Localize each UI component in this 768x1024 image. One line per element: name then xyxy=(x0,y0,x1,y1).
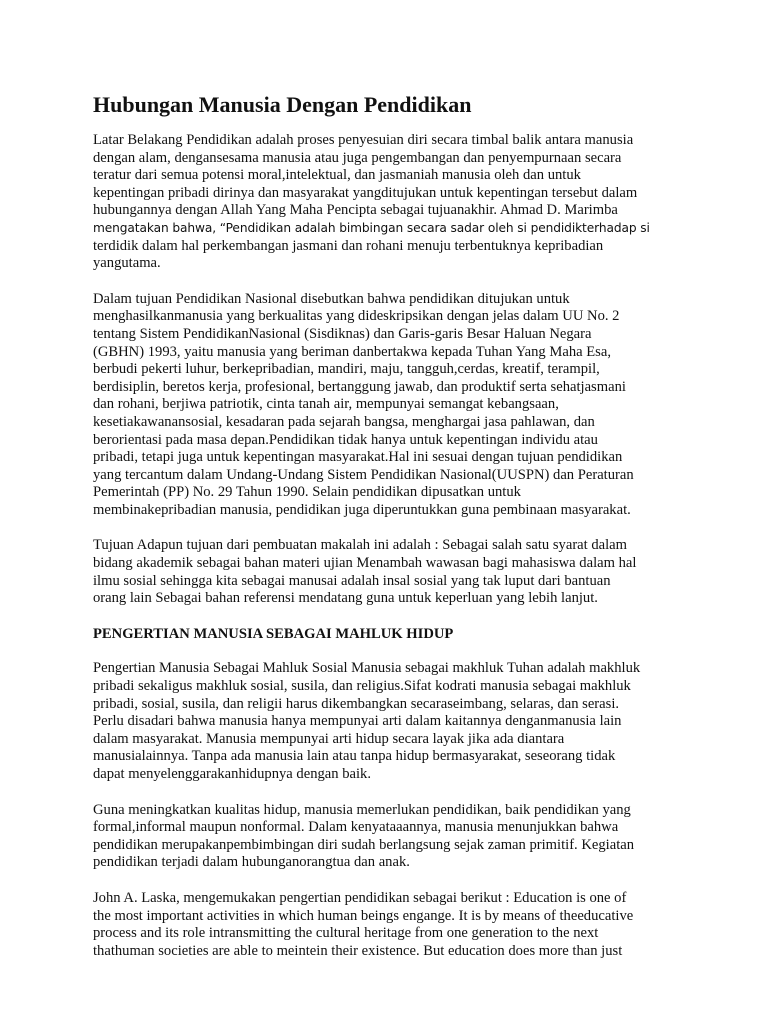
paragraph-laska-quote: John A. Laska, mengemukakan pengertian pendidikan sebagai berikut : Education is one of the most important activities in which human beings engange. It is by means of theeducative process and its role intransmitting the cultural heritage from one generation to the next thathuman societies are able to meintein their existence. But education does more than just xyxy=(93,889,634,959)
paragraph-background xyxy=(93,132,683,273)
paragraph-social-being: Pengertian Manusia Sebagai Mahluk Sosial Manusia sebagai makhluk Tuhan adalah makhluk pribadi sekaligus makhluk sosial, susila, dan religius.Sifat kodrati manusia sebagai makhluk pribadi, sosial, susila, dan religii harus dikembangkan secaraseimbang, selaras, dan serasi. Perlu disadari bahwa manusia hanya mempunyai arti dalam kaitannya denganmanusia lain dalam masyarakat. Manusia mempunyai arti hidup secara layak jika ada diantara manusialainnya. Tanpa ada manusia lain atau tanpa hidup bermasyarakat, seseorang tidak dapat menyelenggarakanhidupnya dengan baik. xyxy=(93,660,641,782)
paragraph-background-text: Latar Belakang Pendidikan adalah proses penyesuian diri secara timbal balik antara manusia dengan alam, dengansesama manusia atau juga pengembangan dan penyempurnaan secara teratur dari semua potensi moral,intelektual, dan jasmaniah manusia oleh dan untuk kepentingan pribadi dirinya dan masyarakat yangditujukan untuk kepentingan tersebut dalam hubungannya dengan Allah Yang Maha Pencipta sebagai tujuanakhir. Ahmad D. Marimba xyxy=(93,132,638,219)
document-title: Hubungan Manusia Dengan Pendidikan xyxy=(93,92,472,117)
paragraph-background-quote: mengatakan bahwa, “Pendidikan adalah bimbingan secara sadar oleh si pendidikterhadap si xyxy=(93,220,650,235)
section-heading: PENGERTIAN MANUSIA SEBAGAI MAHLUK HIDUP xyxy=(93,625,454,642)
paragraph-purpose: Tujuan Adapun tujuan dari pembuatan makalah ini adalah : Sebagai salah satu syarat dalam bidang akademik sebagai bahan materi ujian Menambah wawasan bagi mahasiswa dalam hal ilmu sosial sehingga kita sebagai manusai adalah insal sosial yang tak luput dari bantuan orang lain Sebagai bahan referensi mendatang guna untuk keperluan yang lebih lanjut. xyxy=(93,537,637,607)
paragraph-quality-of-life: Guna meningkatkan kualitas hidup, manusia memerlukan pendidikan, baik pendidikan yang formal,informal maupun nonformal. Dalam kenyataaannya, manusia menunjukkan bahwa pendidikan merupakanpembimbingan diri sudah berlangsung sejak zaman primitif. Kegiatan pendidikan terjadi dalam hubunganorangtua dan anak. xyxy=(93,801,635,871)
paragraph-background-text-end: terdidik dalam hal perkembangan jasmani dan rohani menuju terbentuknya kepribadian yangutama. xyxy=(93,237,604,272)
paragraph-national-goals: Dalam tujuan Pendidikan Nasional disebutkan bahwa pendidikan ditujukan untuk menghasilkanmanusia yang berkualitas yang dideskripsikan dengan jelas dalam UU No. 2 tentang Sistem PendidikanNasional (Sisdiknas) dan Garis-garis Besar Haluan Negara (GBHN) 1993, yaitu manusia yang beriman danbertakwa kepada Tuhan Yang Maha Esa, berbudi pekerti luhur, berkepribadian, mandiri, maju, tangguh,cerdas, kreatif, terampil, berdisiplin, beretos kerja, profesional, bertanggung jawab, dan produktif serta sehatjasmani dan rohani, berjiwa patriotik, cinta tanah air, mempunyai semangat kebangsaan, kesetiakawanansosial, kesadaran pada sejarah bangsa, menghargai jasa pahlawan, dan berorientasi pada masa depan.Pendidikan tidak hanya untuk kepentingan individu atau pribadi, tetapi juga untuk kepentingan masyarakat.Hal ini sesuai dengan tujuan pendidikan yang tercantum dalam Undang-Undang Sistem Pendidikan Nasional(UUSPN) dan Peraturan Pemerintah (PP) No. 29 Tahun 1990. Selain pendidikan dipusatkan untuk membinakepribadian manusia, pendidikan juga diperuntukkan guna pembinaan masyarakat. xyxy=(93,290,634,518)
document-page xyxy=(93,92,683,978)
